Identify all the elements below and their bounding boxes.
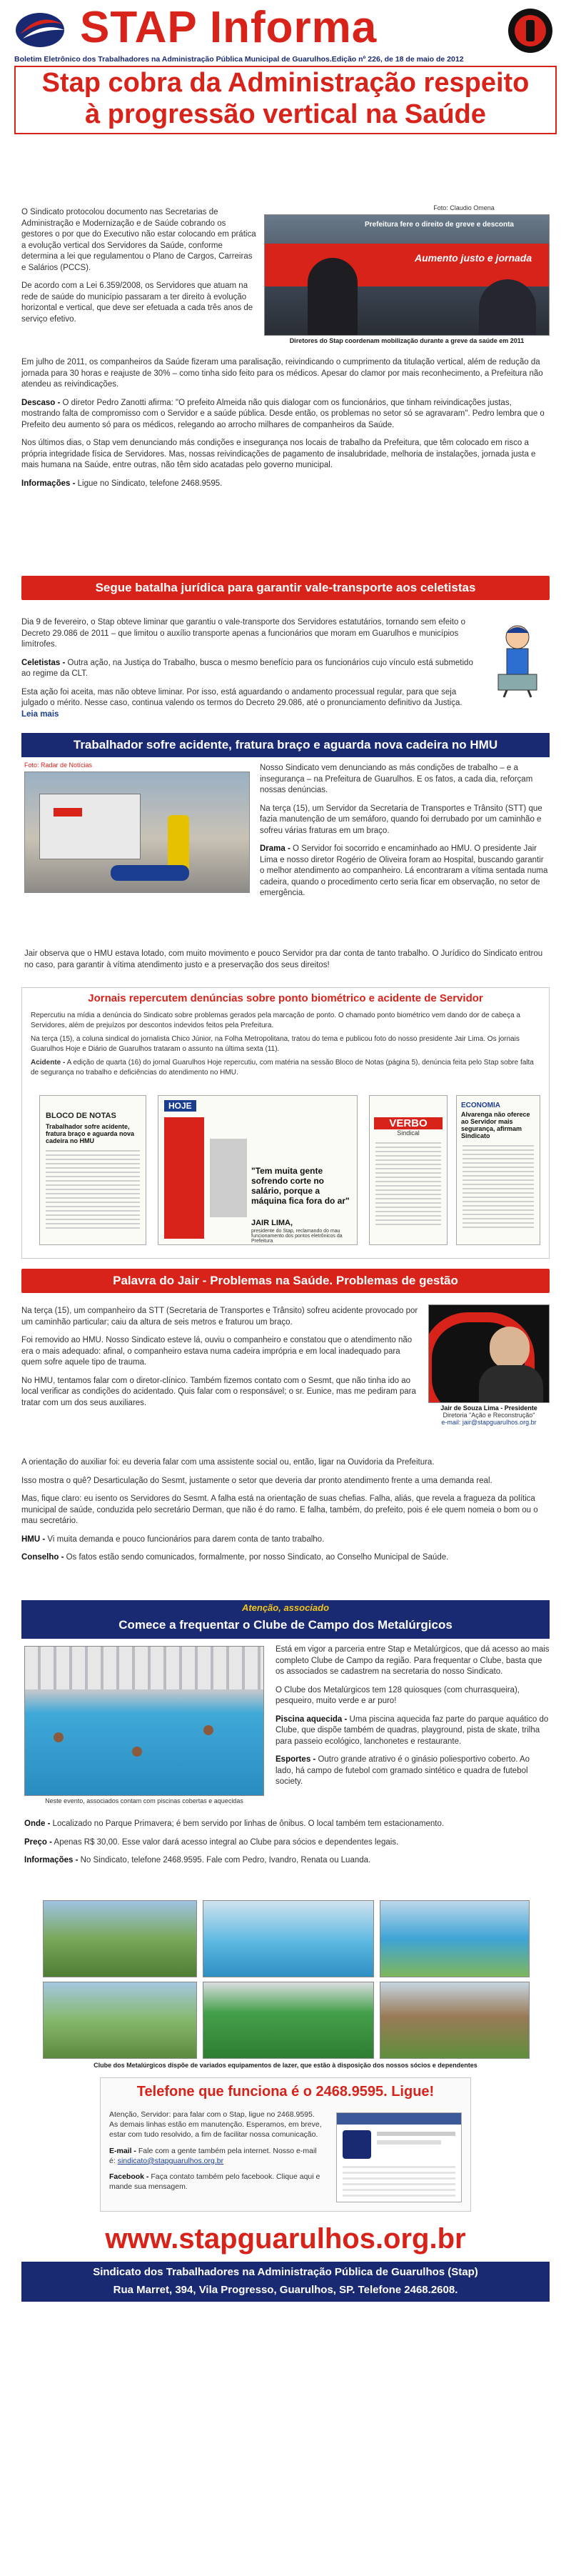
- vale-body: [21, 617, 478, 724]
- clube-p4: [276, 1754, 550, 1788]
- clube-atencao: Atenção, associado: [241, 1602, 330, 1613]
- main-p2: De acordo com a Lei 6.359/2008, os Servidores que atuam na rede de saúde do município passaram a ter direito à evolução horizontal e vertical, que deve ser efetuada a cada três anos de serviço efetivo.: [21, 281, 253, 324]
- jair-p7-label: HMU -: [21, 1534, 46, 1544]
- footer-box: [21, 2262, 550, 2302]
- facebook-screenshot[interactable]: [336, 2112, 462, 2202]
- clube-p6-text: Apenas R$ 30,00. Esse valor dará acesso integral ao Clube para sócios e dependentes legais.: [52, 1837, 399, 1847]
- clip4-head: ECONOMIA: [461, 1102, 500, 1109]
- clip1-head: BLOCO DE NOTAS: [46, 1112, 116, 1120]
- jair-photo: [428, 1304, 550, 1403]
- jair-p5: Isso mostra o quê? Desarticulação do Sesmt, justamente o setor que deveria dar pronto atendimento frente a uma demanda real.: [21, 1476, 492, 1485]
- acidente-photo-credit: Foto: Radar de Notícias: [24, 762, 93, 769]
- clip4-title: Alvarenga não oferece ao Servidor mais segurança, afirmam Sindicato: [461, 1111, 530, 1139]
- main-photo-caption: Diretores do Stap coordenam mobilização durante a greve da saúde em 2011: [289, 337, 525, 344]
- jair-card: [428, 1404, 550, 1436]
- clube-p6-label: Preço -: [24, 1837, 52, 1847]
- main-p4-label: Descaso -: [21, 398, 61, 407]
- cartoon-worker-icon: [485, 620, 550, 699]
- telefone-p2: [109, 2146, 323, 2166]
- acidente-p3: [260, 844, 550, 899]
- jornais-box: [21, 987, 550, 1259]
- main-p3: Em julho de 2011, os companheiros da Saúde fizeram uma paralisação, reivindicando o cumprimento da titulação vertical, além de redução da jornada para 30 horas e reajuste de 30% – como tinha sido feito para os médicos. Apesar do clamor por mais reconhecimento, a Prefeitura não atendeu as reivindicações.: [21, 358, 543, 389]
- telefone-p1: Atenção, Servidor: para falar com o Stap, ligue no 2468.9595. As demais linhas estão em manutenção. Esperamos, em breve, estar com tudo resolvido, a fim de facilitar nossa comunicação.: [109, 2110, 322, 2140]
- newsletter: [14, 0, 557, 2576]
- telefone-p3-text: Faça contato também pelo facebook. Clique aqui e mande sua mensagem.: [109, 2172, 320, 2192]
- jair-p3: No HMU, tentamos falar com o diretor-clínico. Também fizemos contato com o Sesmt, que não tinha ido ao local verificar as condições do acidentado. Quis falar com o responsável; o sr. Eunice, mas me pediram para tratar com um dos seus auxiliares.: [21, 1376, 416, 1407]
- telefone-p3-label: Facebook -: [109, 2172, 149, 2181]
- clube-p7-label: Informações -: [24, 1856, 79, 1865]
- clip3-head: VERBO: [374, 1117, 443, 1129]
- telefone-p3: [109, 2172, 323, 2192]
- main-p6-label: Informações -: [21, 479, 76, 488]
- main-photo-credit: Foto: Claudio Omena: [433, 204, 495, 211]
- gallery-photo-2: [203, 1900, 374, 1977]
- headline-line-2: à progressão vertical na Saúde: [85, 99, 486, 129]
- telefone-box: [100, 2077, 471, 2212]
- jair-p1: Na terça (15), um companheiro da STT (Secretaria de Transportes e Trânsito) sofreu acidente provocado por um caminhão particular; caiu da altura de seis metros e fraturou um braço.: [21, 1307, 418, 1327]
- pool-photo: [24, 1646, 264, 1796]
- acidente-p1: Nosso Sindicato vem denunciando as más condições de trabalho – e a insegurança – na Prefeitura de Guarulhos. E os fatos, a cada dia, reforçam nossas denúncias.: [260, 764, 533, 795]
- vale-p3-text: Esta ação foi aceita, mas não obteve liminar. Por isso, está aguardando o andamento processual regular, para que seja julgado o mérito. Nesse caso, continua valendo os termos do Decreto 29.086, até o pronunciamento definitivo da Justiça.: [21, 687, 463, 708]
- clube-p5: [24, 1819, 550, 1830]
- telefone-text: [109, 2110, 323, 2192]
- jair-p8: [21, 1552, 550, 1564]
- clube-p5-text: Localizado no Parque Primavera; é bem servido por linhas de ônibus. O local também tem estacionamento.: [50, 1819, 445, 1828]
- clube-bar: Comece a frequentar o Clube de Campo dos Metalúrgicos: [118, 1618, 453, 1632]
- jornais-p3-text: A edição de quarta (16) do jornal Guarulhos Hoje repercutiu, com matéria na sessão Bloco de Notas (página 5), denúncia feita pelo Stap sobre falta de segurança no trabalho e deficiências do atendimento no HMU.: [31, 1059, 534, 1077]
- telefone-title: Telefone que funciona é o 2468.9595. Ligue!: [136, 2084, 435, 2100]
- acidente-p2: Na terça (15), um Servidor da Secretaria de Transportes e Trânsito (STT) que fazia manutenção de um semáforo, quando foi derrubado por um caminhão e sofreu várias fraturas em um braço.: [260, 804, 542, 835]
- jair-p7-text: Vi muita demanda e pouco funcionários para darem conta de tanto trabalho.: [45, 1534, 325, 1544]
- clip3-sub: Sindical: [397, 1129, 420, 1137]
- header: [14, 3, 557, 64]
- email-link[interactable]: sindicato@stapguarulhos.org.br: [117, 2156, 224, 2165]
- header-title: STAP Informa: [80, 3, 378, 52]
- pool-caption: Neste evento, associados contam com piscinas cobertas e aquecidas: [45, 1797, 243, 1804]
- vale-p3: [21, 687, 478, 721]
- main-p1: O Sindicato protocolou documento nas Secretarias de Administração e Modernização e de Saúde cobrando os gestores o por que do Executivo não estar colocando em prática a evolução vertical dos Servidores da Saúde, conforme determina a lei que regulamentou o Plano de Cargos, Carreiras e Salários (PCCS).: [21, 208, 256, 272]
- clube-p3-text: Uma piscina aquecida faz parte do parque aquático do Clube, que dispõe também de quadras, playground, pista de skate, trilha para passeio ecológico, lanchonetes e restaurante.: [276, 1714, 549, 1746]
- main-p6: [21, 479, 550, 490]
- telefone-p2-label: E-mail -: [109, 2146, 136, 2155]
- strike-banner-2: Aumento justo e jornada: [415, 252, 532, 264]
- clip2-name: JAIR LIMA,: [251, 1219, 293, 1227]
- clip2-paper: HOJE: [164, 1100, 196, 1112]
- main-p6-text: Ligue no Sindicato, telefone 2468.9595.: [75, 479, 223, 488]
- vale-p2: [21, 658, 478, 680]
- clube-p3: [276, 1714, 550, 1748]
- jornais-p3-label: Acidente -: [31, 1059, 66, 1067]
- stap-logo: [14, 9, 80, 53]
- footer-line-2: Rua Marret, 394, Vila Progresso, Guarulhos, SP. Telefone 2468.2608.: [113, 2284, 458, 2296]
- jair-body-bottom: [21, 1457, 550, 1586]
- jair-card-name: Jair de Souza Lima - Presidente: [440, 1404, 537, 1412]
- telefone-p2-text: Fale com a gente também pela internet. Nosso e-mail é:: [109, 2146, 317, 2165]
- clube-p3-label: Piscina aquecida -: [276, 1714, 348, 1724]
- jair-p6: Mas, fique claro: eu isento os Servidores do Sesmt. A falha está na orientação de suas chefias. Falha, aliás, que revela a fragueza da política municipal de saúde, conduzida pelo secretário Derman, que não é do ramo. E falha, também, do prefeito, pois é ele quem nomeia o bom ou o mau secretário.: [21, 1494, 538, 1526]
- acidente-p3-text: O Servidor foi socorrido e encaminhado ao HMU. O presidente Jair Lima e nosso diretor Rogério de Oliveira foram ao Hospital, buscando garantir o melhor atendimento ao companheiro. Lá encontraram a vítima sentada numa cadeira, quando o procedimento certo seria ficar em observação, no setor de emergência.: [260, 844, 548, 898]
- newspaper-clip-2: [158, 1095, 358, 1245]
- jair-p8-label: Conselho -: [21, 1553, 64, 1562]
- clube-p7-text: No Sindicato, telefone 2468.9595. Fale com Pedro, Ivandro, Renata ou Luanda.: [78, 1856, 371, 1865]
- jair-p4: A orientação do auxiliar foi: eu deveria falar com uma assistente social ou, então, ligar na Ouvidoria da Prefeitura.: [21, 1458, 435, 1467]
- strike-banner-1: Prefeitura fere o direito de greve e desconta: [365, 221, 514, 229]
- gallery-photo-4: [43, 1982, 197, 2059]
- headline-line-1: Stap cobra da Administração respeito: [41, 68, 530, 98]
- clube-p2: O Clube dos Metalúrgicos tem 128 quiosques (com churrasqueira), pesqueiro, muito verde e ar puro!: [276, 1685, 520, 1706]
- clip2-role: presidente do Stap, reclamando do mau funcionamento dos pontos eletrônicos da Prefeitura: [251, 1229, 343, 1244]
- jair-p7: [21, 1534, 550, 1546]
- main-article-body: [21, 357, 550, 564]
- main-p4: [21, 398, 550, 431]
- header-subline: Boletim Eletrônico dos Trabalhadores na Administração Pública Municipal de Guarulhos.Edição nº 226, de 18 de maio de 2012: [14, 55, 464, 64]
- jornais-title: Jornais repercutem denúncias sobre ponto biométrico e acidente de Servidor: [88, 992, 483, 1004]
- clube-body-bottom: [24, 1819, 550, 1897]
- gallery-photo-5: [203, 1982, 374, 2059]
- clip2-quote: "Tem muita gente sofrendo corte no salário, porque a máquina fica fora do ar": [251, 1166, 350, 1206]
- main-p4-text: O diretor Pedro Zanotti afirma: "O prefeito Almeida não quis dialogar com os funcionários, que tinham reivindicações justas, mostrando falta de compromisso com o Servidor e a saúde pública. Desde então, os problemas no setor só se agravaram". Pedro lembra que o Prefeito deu aumento só para os médicos, relegando ao arrocho milhares de companheiros da Saúde.: [21, 398, 545, 429]
- jornais-text: [31, 1011, 540, 1077]
- clube-body-right: [276, 1644, 550, 1816]
- jair-bar: Palavra do Jair - Problemas na Saúde. Problemas de gestão: [21, 1269, 550, 1293]
- vale-bar: Segue batalha jurídica para garantir vale-transporte aos celetistas: [21, 576, 550, 600]
- newspaper-clip-3: [369, 1095, 448, 1245]
- clube-p1: Está em vigor a parceria entre Stap e Metalúrgicos, que dá acesso ao mais completo Clube de Campo da região. Para frequentar o Clube, basta que os associados se cadastrem na secretaria do nosso Sindicato.: [276, 1645, 550, 1677]
- jornais-p3: [31, 1058, 540, 1077]
- main-headline: [14, 66, 557, 134]
- gallery-caption: Clube dos Metalúrgicos dispõe de variados equipamentos de lazer, que estão à disposição dos nossos sócios e dependentes: [94, 2062, 477, 2069]
- vale-p1: Dia 9 de fevereiro, o Stap obteve liminar que garantiu o vale-transporte dos Servidores estatutários, tornando sem efeito o Decreto 29.086 de 2011 – que limitou o auxílio transporte apenas a funcionários que moram em Guarulhos e municípios limítrofes.: [21, 618, 465, 649]
- vale-p2-label: Celetistas -: [21, 658, 66, 667]
- clube-p4-text: Outro grande atrativo é o ginásio poliesportivo coberto. Ao lado, há campo de futebol com gramado sintético e quadra de futebol society.: [276, 1755, 530, 1787]
- clube-p5-label: Onde -: [24, 1819, 51, 1828]
- clube-p6: [24, 1837, 550, 1849]
- jornais-p2: Na terça (15), a coluna sindical do jornalista Chico Júnior, na Folha Metropolitana, tratou do tema e publicou foto do nosso presidente Jair Lima. Os jornais Guarulhos Hoje e Diário de Guarulhos trataram o assunto na última sexta (11).: [31, 1035, 520, 1053]
- gallery-photo-6: [380, 1982, 530, 2059]
- newspaper-clip-1: [39, 1095, 146, 1245]
- main-p5: Nos últimos dias, o Stap vem denunciando más condições e insegurança nos locais de trabalho da Prefeitura, que têm colocado em risco a própria integridade física de Servidores. Mas, nossas reivindicações de pagamento de insalubridade, melhoria de instalações, jornada justa e mais humana na Saúde, entre outras, não têm sido acatadas pelo governo municipal.: [21, 439, 536, 470]
- footer-line-1: Sindicato dos Trabalhadores na Administração Pública de Guarulhos (Stap): [93, 2266, 478, 2278]
- jair-card-role: Diretoria "Ação e Reconstrução": [443, 1412, 535, 1419]
- acidente-bar: Trabalhador sofre acidente, fratura braço e aguarda nova cadeira no HMU: [21, 733, 550, 757]
- jair-card-email[interactable]: e-mail: jair@stapguarulhos.org.br: [441, 1419, 537, 1426]
- strike-photo: [264, 214, 550, 336]
- vale-p2-text: Outra ação, na Justiça do Trabalho, busca o mesmo benefício para os funcionários cujo vínculo está submetido ao regime da CLT.: [21, 658, 473, 679]
- acidente-p4: Jair observa que o HMU estava lotado, com muito movimento e pouco Servidor pra dar conta de tanto trabalho. O Jurídico do Sindicato entrou no caso, para garantir à vítima atendimento justo e a preservação dos seus direitos!: [24, 949, 543, 969]
- footer-url[interactable]: www.stapguarulhos.org.br: [105, 2223, 466, 2255]
- jair-p2: Foi removido ao HMU. Nosso Sindicato esteve lá, ouviu o companheiro e constatou que o atendimento não era o mais adequado: afinal, o companheiro estava numa cadeira imprópria e em local inadequado para quem sofre aquele tipo de trauma.: [21, 1336, 413, 1367]
- acidente-body-right: [260, 763, 550, 942]
- clube-p7: [24, 1855, 550, 1867]
- gallery-photo-1: [43, 1900, 197, 1977]
- clip1-title: Trabalhador sofre acidente, fratura braço e aguarda nova cadeira no HMU: [46, 1123, 135, 1144]
- jornais-p1: Repercutiu na mídia a denúncia do Sindicato sobre problemas gerados pela marcação de ponto. O chamado ponto biométrico vem dando dor de cabeça a Servidores, além de prejuízos por descontos indevidos feitos pela Prefeitura.: [31, 1012, 520, 1029]
- forca-sindical-badge: [507, 7, 554, 54]
- jair-p8-text: Os fatos estão sendo comunicados, formalmente, por nosso Sindicato, ao Conselho Municipal de Saúde.: [64, 1553, 449, 1562]
- clube-header: [21, 1600, 550, 1639]
- clube-p4-label: Esportes -: [276, 1755, 316, 1764]
- newspaper-clip-4: [456, 1095, 540, 1245]
- acidente-p3-label: Drama -: [260, 844, 290, 854]
- accident-photo: [24, 772, 250, 893]
- vale-read-more-link[interactable]: Leia mais: [21, 709, 59, 719]
- gallery-photo-3: [380, 1900, 530, 1977]
